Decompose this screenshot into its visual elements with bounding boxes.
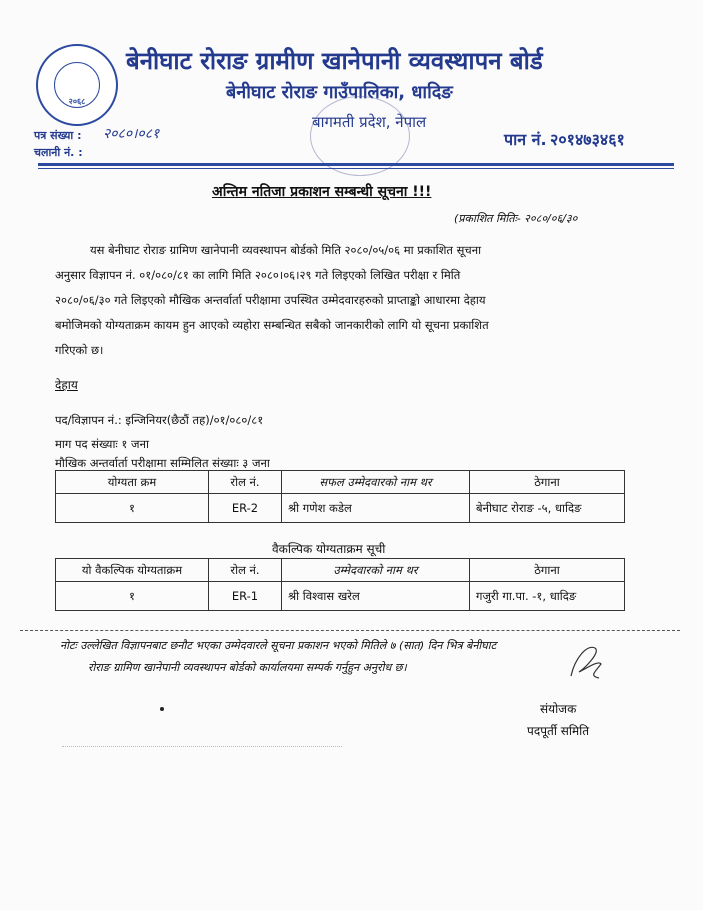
signature-mark [565,638,605,684]
pan-value: २०१४७३४६१ [550,130,625,149]
table-row [56,582,625,611]
alt-col-name-header: उम्मेदवारको नाम थर [282,559,470,582]
alt-cell-name: श्री विश्वास खरेल [282,582,470,611]
notice-title: अन्तिम नतिजा प्रकाशन सम्बन्धी सूचना !!! [212,184,432,200]
body-line-3: २०८०/०६/३० गते लिइएको मौखिक अन्तर्वार्ता परीक्षामा उपस्थित उम्मेदवारहरुको प्राप्ताङ्को आधारमा देहाय [55,293,486,307]
header-rule-thick [38,163,674,166]
body-line-2: अनुसार विज्ञापन नं. ०१/०८०/८१ का लागि मिति २०८०।०६।२९ गते लिइएको लिखित परीक्षा र मिति [55,268,461,282]
col-address-header: ठेगाना [470,471,625,494]
table-row [56,494,625,523]
signatory-role: संयोजक [540,702,577,716]
body-line-1: यस बेनीघाट रोराङ ग्रामिण खानेपानी व्यवस्थापन बोर्डको मिति २०८०/०५/०६ मा प्रकाशित सूचना [90,243,482,257]
alt-col-roll-header: रोल नं. [209,559,282,582]
alternate-list-title: वैकल्पिक योग्यताक्रम सूची [272,542,386,556]
dot-mark [160,707,164,711]
result-table-header [56,471,625,494]
municipality-line: बेनीघाट रोराङ गाउँपालिका, धादिङ [226,82,453,103]
cell-name: श्री गणेश कडेल [282,494,470,523]
dispatch-number-label: चलानी नं. : [34,146,83,159]
result-table [55,470,625,523]
cell-address: बेनीघाट रोराङ -५, धादिङ [470,494,625,523]
post-line: पद/विज्ञापन नं.: इन्जिनियर(छैठौं तह)/०१/०८०/८१ [55,413,264,427]
header-rule-thin [38,168,674,169]
ref-number-value: २०८०।०८१ [103,126,160,142]
dehay-heading: देहाय [55,378,78,392]
note-line-1: नोटः उल्लेखित विज्ञापनबाट छनौट भएका उम्मेदवारले सूचना प्रकाशन भएको मितिले ७ (सात) दिन भित्र बेनीघाट [60,639,497,652]
alt-cell-address: गजुरी गा.पा. -१, धादिङ [470,582,625,611]
org-name: बेनीघाट रोराङ ग्रामीण खानेपानी व्यवस्थापन बोर्ड [126,47,543,75]
alt-cell-rank: १ [56,582,209,611]
body-line-5: गरिएको छ। [55,343,104,357]
cell-roll: ER-2 [209,494,282,523]
signatory-committee: पदपूर्ती समिति [527,724,590,738]
demand-line: माग पद संख्याः १ जना [55,437,149,451]
province-line: बागमती प्रदेश, नेपाल [312,113,427,131]
body-line-4: बमोजिमको योग्यताक्रम कायम हुन आएको व्यहोरा सम्बन्धित सबैको जानकारीको लागि यो सूचना प्रकाशित [55,318,489,332]
note-line-2: रोराङ ग्रामिण खानेपानी व्यवस्थापन बोर्डको कार्यालयमा सम्पर्क गर्नुहुन अनुरोध छ। [88,661,407,674]
col-roll-header: रोल नं. [209,471,282,494]
ref-number-label: पत्र संख्या : [34,129,82,142]
alt-col-address-header: ठेगाना [470,559,625,582]
interview-line: मौखिक अन्तर्वार्ता परीक्षामा सम्मिलित संख्याः ३ जना [55,456,270,470]
pan-label: पान नं. [504,130,547,149]
col-rank-header: योग्यता क्रम [56,471,209,494]
alt-cell-roll: ER-1 [209,582,282,611]
logo-year: २०६८ [68,97,86,106]
alternate-table-header [56,559,625,582]
published-date: (प्रकाशित मितिः- २०८०/०६/३० [454,212,578,225]
faint-bottom-line [62,746,342,747]
alt-col-rank-header: यो वैकल्पिक योग्यताक्रम [56,559,209,582]
note-separator [20,630,680,631]
alternate-table [55,558,625,611]
cell-rank: १ [56,494,209,523]
col-name-header: सफल उम्मेदवारको नाम थर [282,471,470,494]
org-logo [36,44,118,126]
